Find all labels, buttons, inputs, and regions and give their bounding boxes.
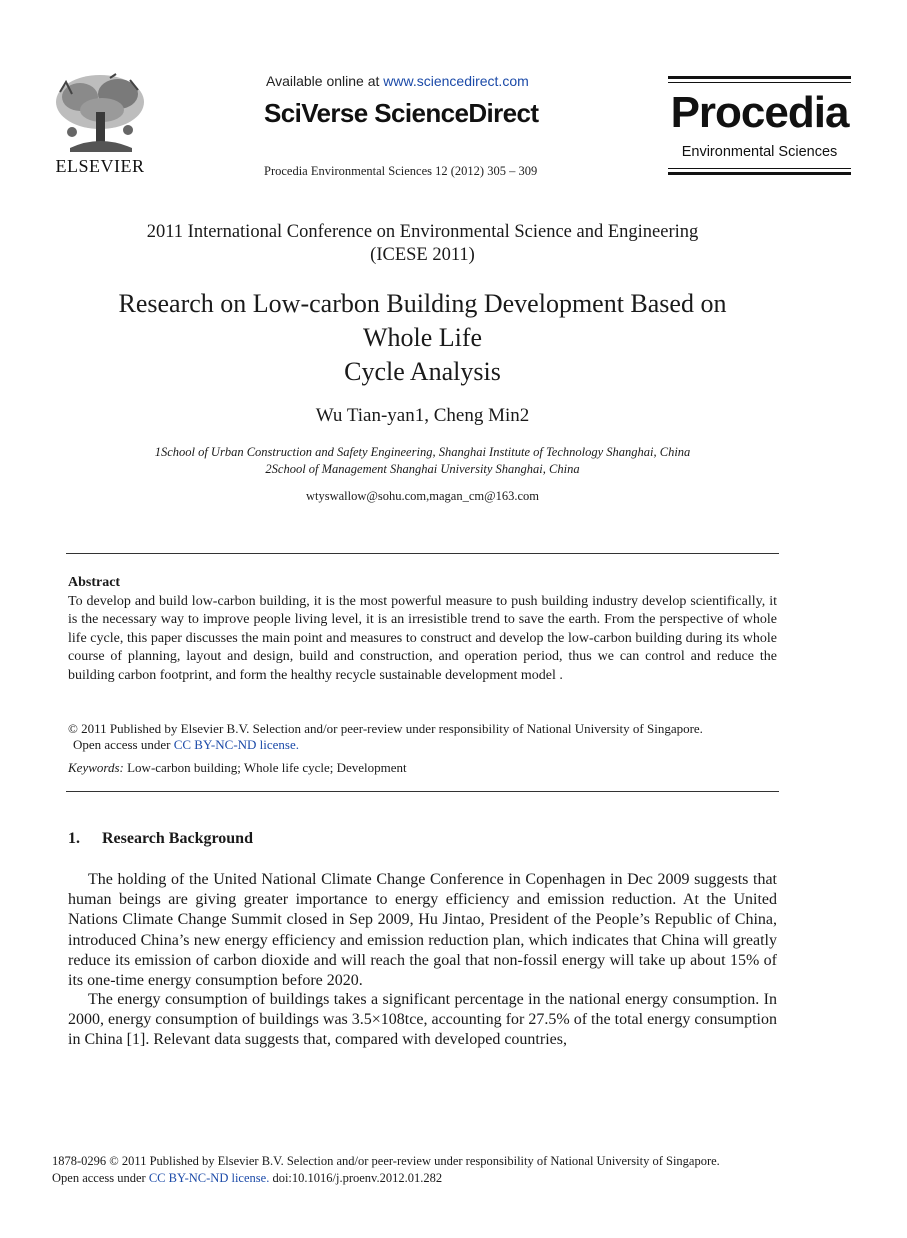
procedia-name: Procedia <box>670 88 849 137</box>
keywords <box>68 760 777 776</box>
conference-line-1: 2011 International Conference on Environmental Science and Engineering <box>146 222 699 242</box>
title-line-3: Cycle Analysis <box>344 357 501 386</box>
conference-line-2: (ICESE 2011) <box>370 245 475 265</box>
abstract <box>68 574 777 685</box>
keywords-label: Keywords: <box>68 760 124 775</box>
section-heading <box>68 830 253 848</box>
page-footer <box>52 1153 852 1187</box>
procedia-bottom-rule <box>668 172 851 175</box>
elsevier-tree-icon <box>50 72 150 156</box>
footer-access-line <box>52 1170 852 1187</box>
title-line-1: Research on Low-carbon Building Development Based on <box>118 289 727 318</box>
title-line-2: Whole Life <box>362 323 483 352</box>
conference-name <box>66 221 779 267</box>
abstract-heading: Abstract <box>68 575 121 590</box>
procedia-bottom-rule-thin <box>668 168 851 169</box>
affiliation-1: 1School of Urban Construction and Safety Engineering, Shanghai Institute of Technology Shanghai, China <box>154 445 691 459</box>
footer-copyright: 1878-0296 © 2011 Published by Elsevier B.V. Selection and/or peer-review under responsibility of National University of Singapore. <box>52 1154 720 1168</box>
procedia-logo <box>668 76 851 176</box>
keywords-text: Low-carbon building; Whole life cycle; Development <box>123 760 407 775</box>
available-online <box>266 73 529 89</box>
divider-top <box>66 553 779 554</box>
paragraph-2: The energy consumption of buildings takes a significant percentage in the national energy consumption. In 2000, energy consumption of buildings was 3.5×108tce, accounting for 27.5% of the total energy consumption in China [1]. Relevant data suggests that, compared with developed countries, <box>68 991 777 1049</box>
paper-title <box>66 287 779 389</box>
footer-license-link[interactable]: CC BY-NC-ND license. <box>148 1171 270 1185</box>
copyright-notice <box>68 721 777 752</box>
procedia-top-rule <box>668 76 851 79</box>
author-emails: wtyswallow@sohu.com,magan_cm@163.com <box>305 489 540 503</box>
sciencedirect-link[interactable]: www.sciencedirect.com <box>383 73 529 89</box>
elsevier-wordmark: ELSEVIER <box>55 156 145 176</box>
sciverse-logo: SciVerse ScienceDirect <box>264 98 539 128</box>
open-access-line <box>68 737 777 753</box>
section-number: 1. <box>68 830 80 847</box>
abstract-text: To develop and build low-carbon building, it is the most powerful measure to push building industry develop scientifically, it is the necessary way to improve people living level, it is an irresistible trend to save the earth. From the perspective of whole life cycle, this paper discusses the main point and measures to construct and develop the low-carbon building during its whole course of planning, layout and design, build and construction, and operation period, thus we can control and reduce the building carbon footprint, and form the healthy recycle sustainable development model . <box>68 593 777 683</box>
footer-doi: doi:10.1016/j.proenv.2012.01.282 <box>269 1171 443 1185</box>
elsevier-logo <box>50 72 150 180</box>
procedia-top-rule-thin <box>668 82 851 83</box>
open-access-label: Open access under <box>73 736 174 752</box>
section-title: Research Background <box>102 830 253 847</box>
divider-bottom <box>66 791 779 792</box>
license-link[interactable]: CC BY-NC-ND license. <box>173 736 300 752</box>
journal-reference: Procedia Environmental Sciences 12 (2012) 305 – 309 <box>264 164 538 178</box>
affiliation-2: 2School of Management Shanghai University Shanghai, China <box>265 462 580 476</box>
procedia-subtitle: Environmental Sciences <box>681 144 838 160</box>
authors: Wu Tian-yan1, Cheng Min2 <box>315 405 530 426</box>
affiliations <box>66 444 779 478</box>
available-prefix: Available online at <box>266 73 384 89</box>
copyright-line: © 2011 Published by Elsevier B.V. Selection and/or peer-review under responsibility of National University of Singapore. <box>68 721 703 736</box>
paragraph-1: The holding of the United National Climate Change Conference in Copenhagen in Dec 2009 suggests that human beings are giving greater importance to energy efficiency and emission reduction. At the United Nations Climate Change Summit closed in Sep 2009, Hu Jintao, President of the People’s Republic of China, introduced China’s new energy efficiency and emission reduction plan, which indicates that China will greatly reduce its emission of carbon dioxide and will reach the goal that non-fossil energy will take up about 15% of its one-time energy consumption before 2020. <box>68 871 777 990</box>
footer-open-access-label: Open access under <box>52 1171 149 1185</box>
